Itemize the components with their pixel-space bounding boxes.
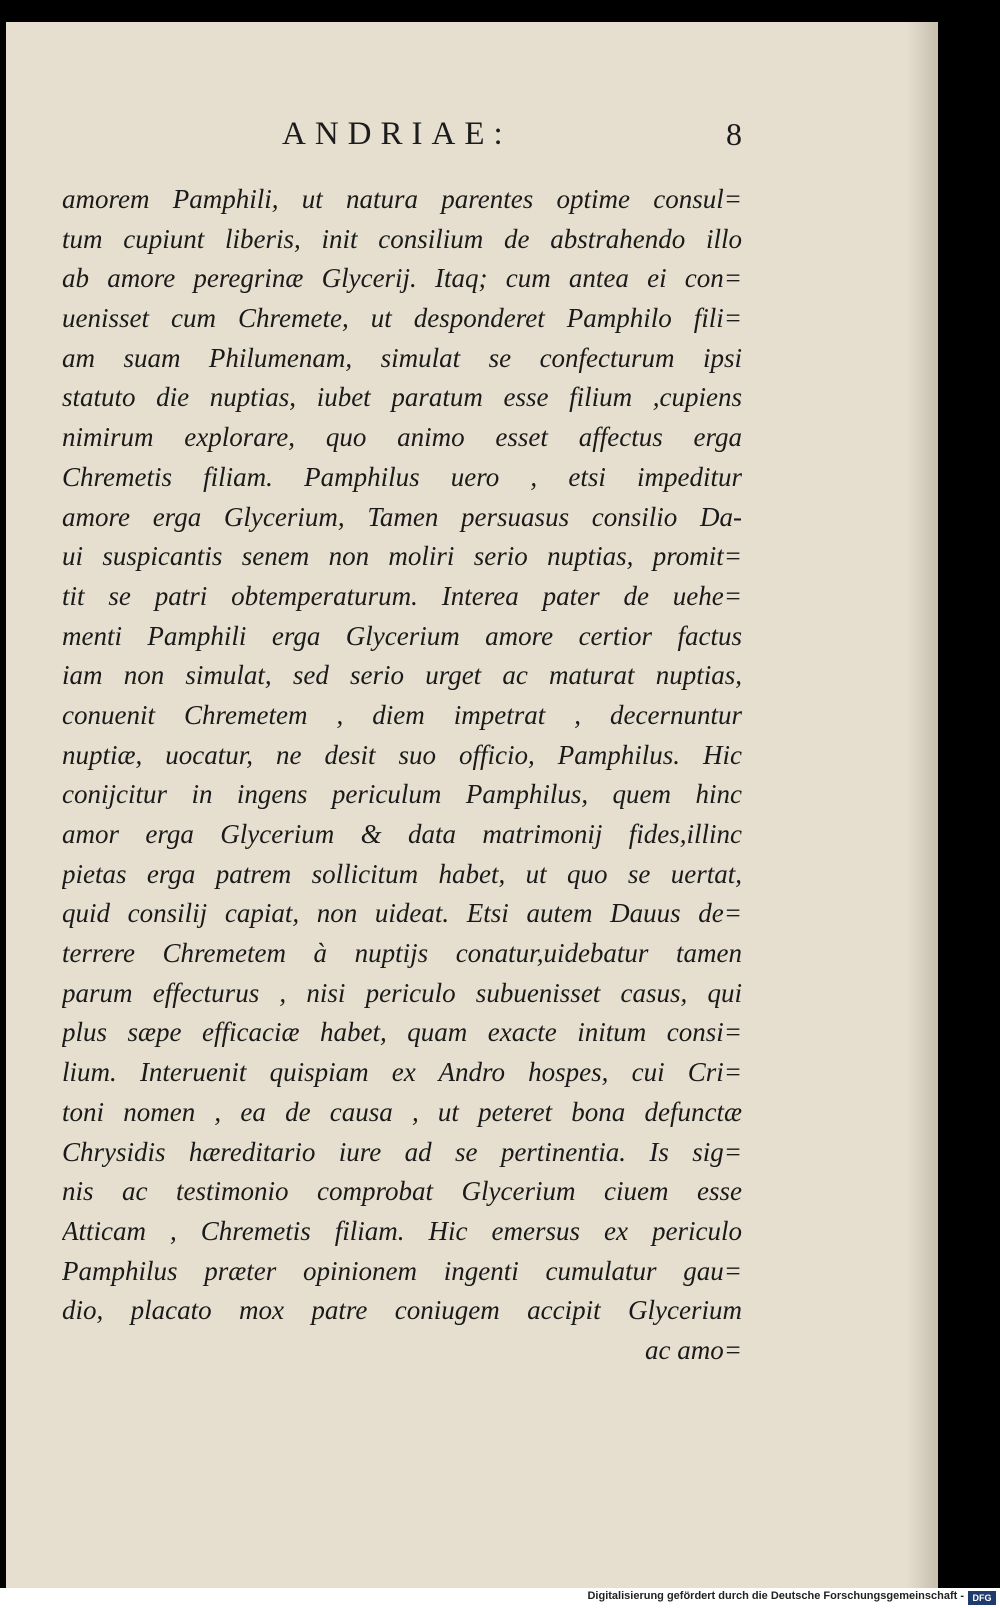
text-line: am suam Philumenam, simulat se confecturum ipsi bbox=[62, 342, 742, 373]
text-line: lium. Interuenit quispiam ex Andro hospes, cui Cri= bbox=[62, 1057, 742, 1088]
digitization-footer bbox=[0, 1588, 1000, 1608]
text-line: Atticam , Chremetis filiam. Hic emersus ex periculo bbox=[62, 1215, 742, 1246]
text-line: Pamphilus præter opinionem ingenti cumulatur gau= bbox=[62, 1255, 742, 1286]
text-line: iam non simulat, sed serio urget ac maturat nuptias, bbox=[62, 660, 742, 691]
text-line: amorem Pamphili, ut natura parentes optime consul= bbox=[62, 184, 742, 214]
text-line: nuptiæ, uocatur, ne desit suo officio, Pamphilus. Hic bbox=[62, 739, 742, 770]
text-line: menti Pamphili erga Glycerium amore certior factus bbox=[62, 620, 742, 651]
text-line: uenisset cum Chremete, ut desponderet Pamphilo fili= bbox=[62, 303, 742, 334]
text-line: amore erga Glycerium, Tamen persuasus consilio Da- bbox=[62, 501, 742, 532]
text-line: ab amore peregrinæ Glycerij. Itaq; cum antea ei con= bbox=[62, 263, 742, 294]
text-line: parum effecturus , nisi periculo subuenisset casus, qui bbox=[62, 977, 742, 1008]
text-line: nis ac testimonio comprobat Glycerium ciuem esse bbox=[62, 1176, 742, 1207]
text-line: toni nomen , ea de causa , ut peteret bona defunctæ bbox=[62, 1096, 742, 1127]
text-line: plus sæpe efficaciæ habet, quam exacte initum consi= bbox=[62, 1017, 742, 1048]
text-line: conijcitur in ingens periculum Pamphilus, quem hinc bbox=[62, 779, 742, 810]
book-page bbox=[6, 22, 938, 1588]
text-line: pietas erga patrem sollicitum habet, ut quo se uertat, bbox=[62, 858, 742, 889]
page-header bbox=[62, 116, 742, 160]
body-text bbox=[62, 180, 742, 1371]
text-line: tit se patri obtemperaturum. Interea pater de uehe= bbox=[62, 580, 742, 611]
text-line: Chremetis filiam. Pamphilus uero , etsi impeditur bbox=[62, 461, 742, 492]
funding-credit: Digitalisierung gefördert durch die Deutsche Forschungsgemeinschaft - bbox=[587, 1590, 964, 1602]
page-number: 8 bbox=[726, 116, 742, 152]
text-line: amor erga Glycerium & data matrimonij fides,illinc bbox=[62, 819, 742, 849]
running-head: ANDRIAE: bbox=[282, 116, 512, 152]
text-line: ui suspicantis senem non moliri serio nuptias, promit= bbox=[62, 541, 742, 572]
text-line: nimirum explorare, quo animo esset affectus erga bbox=[62, 422, 742, 453]
text-line: terrere Chremetem à nuptijs conatur,uidebatur tamen bbox=[62, 938, 742, 969]
catchword: ac amo= bbox=[645, 1334, 742, 1365]
text-line: conuenit Chremetem , diem impetrat , decernuntur bbox=[62, 699, 742, 730]
text-line: tum cupiunt liberis, init consilium de abstrahendo illo bbox=[62, 223, 742, 254]
text-line: Chrysidis hæreditario iure ad se pertinentia. Is sig= bbox=[62, 1136, 742, 1167]
dfg-logo-icon: DFG bbox=[968, 1591, 996, 1605]
text-line: statuto die nuptias, iubet paratum esse filium ,cupiens bbox=[62, 382, 742, 413]
text-line: dio, placato mox patre coniugem accipit Glycerium bbox=[62, 1295, 742, 1326]
text-line: quid consilij capiat, non uideat. Etsi autem Dauus de= bbox=[62, 898, 742, 929]
